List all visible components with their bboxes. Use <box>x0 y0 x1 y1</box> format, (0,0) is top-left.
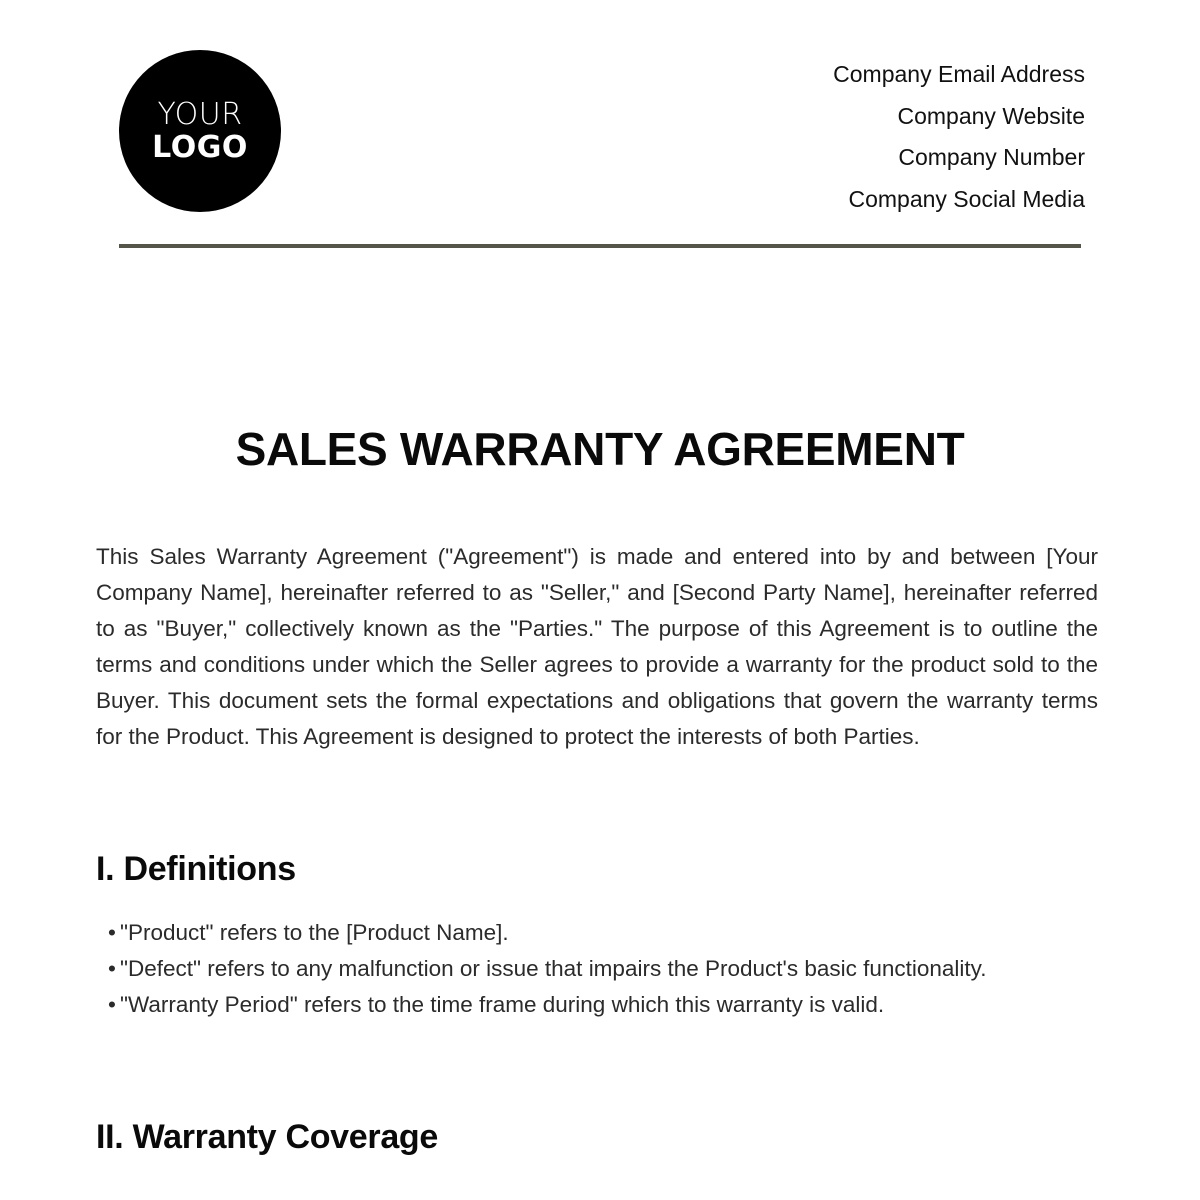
header-divider <box>119 244 1081 248</box>
company-website: Company Website <box>897 102 1085 129</box>
logo-text-top: YOUR <box>157 97 243 132</box>
document-title: SALES WARRANTY AGREEMENT <box>235 423 965 475</box>
definitions-list <box>108 915 1074 1023</box>
logo-text-bottom: LOGO <box>152 130 248 165</box>
bullet-icon: • <box>108 920 116 945</box>
company-contact-block <box>833 54 1085 220</box>
section-heading-warranty-coverage: II. Warranty Coverage <box>96 1118 439 1156</box>
list-item <box>108 951 1074 987</box>
company-logo <box>119 50 281 212</box>
company-number: Company Number <box>898 144 1085 170</box>
bullet-icon: • <box>108 992 116 1017</box>
company-email: Company Email Address <box>833 61 1085 87</box>
definition-text: "Product" refers to the [Product Name]. <box>120 920 509 945</box>
list-item <box>108 987 1074 1023</box>
intro-paragraph: This Sales Warranty Agreement ("Agreement") is made and entered into by and between [Your Company Name], hereinafter referred to as "Seller," and [Second Party Name], hereinafter referred to as "Buyer," collectively known as the "Parties." The purpose of this Agreement is to outline the terms and conditions under which the Seller agrees to provide a warranty for the product sold to the Buyer. This document sets the formal expectations and obligations that govern the warranty terms for the Product. This Agreement is designed to protect the interests of both Parties. <box>96 544 1098 749</box>
company-social-media: Company Social Media <box>848 185 1085 212</box>
list-item <box>108 915 1074 951</box>
definition-text: "Warranty Period" refers to the time frame during which this warranty is valid. <box>120 992 885 1017</box>
definition-text: "Defect" refers to any malfunction or issue that impairs the Product's basic functionality. <box>120 956 987 981</box>
section-heading-definitions: I. Definitions <box>96 850 296 888</box>
bullet-icon: • <box>108 956 116 981</box>
